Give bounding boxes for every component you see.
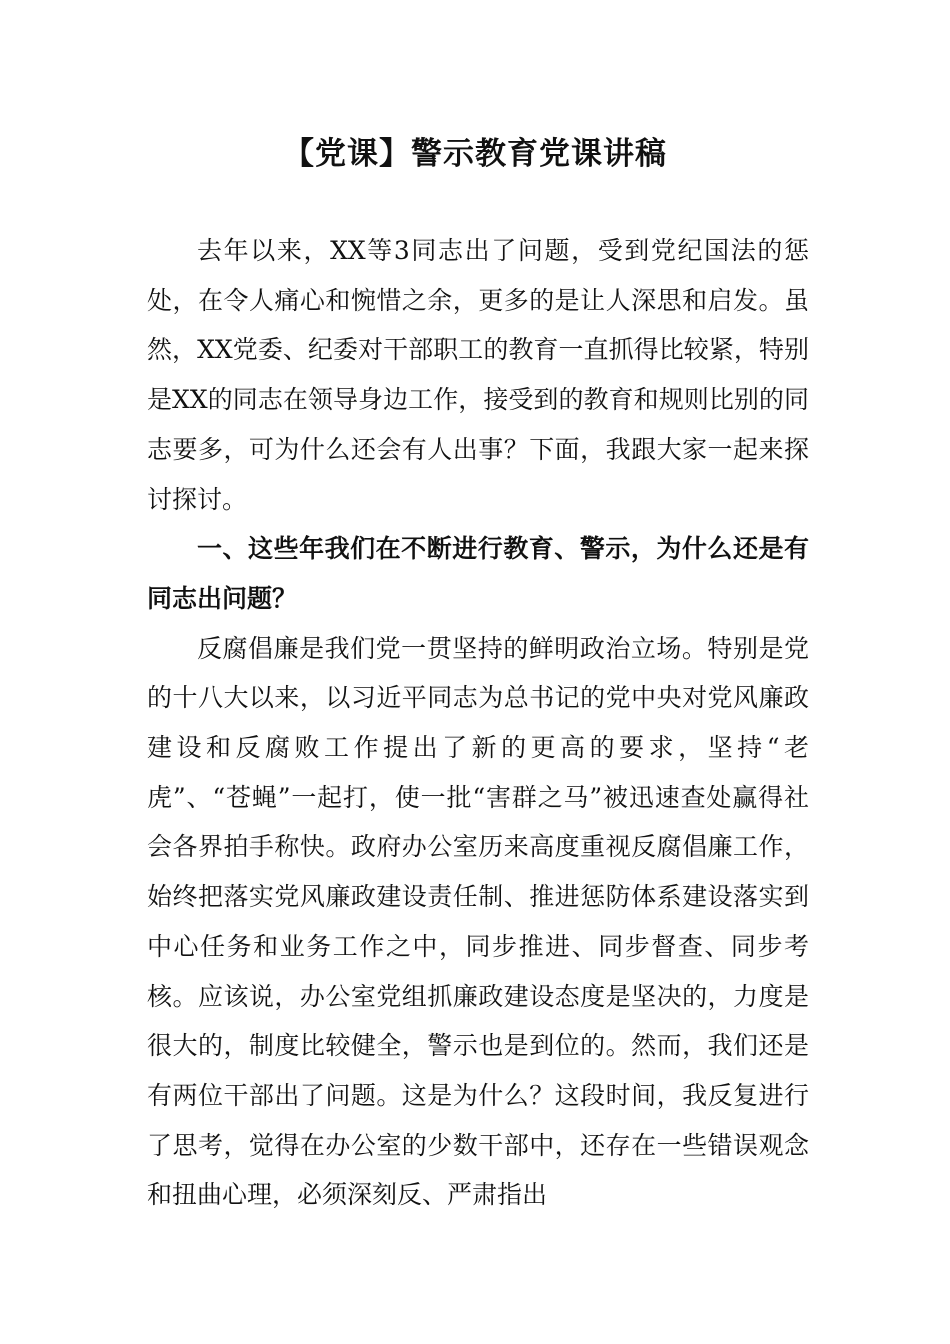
document-body <box>147 226 809 1220</box>
section-heading-1: 一、这些年我们在不断进行教育、警示，为什么还是有同志出问题？ <box>147 534 809 613</box>
paragraph-intro: 去年以来，XX等3同志出了问题，受到党纪国法的惩处，在令人痛心和惋惜之余，更多的是让人深思和启发。虽然，XX党委、纪委对干部职工的教育一直抓得比较紧，特别是XX的同志在领导身边工作，接受到的教育和规则比别的同志要多，可为什么还会有人出事？下面，我跟大家一起来探讨探讨。 <box>147 236 809 514</box>
paragraph-section-1: 反腐倡廉是我们党一贯坚持的鲜明政治立场。特别是党的十八大以来，以习近平同志为总书记的党中央对党风廉政建设和反腐败工作提出了新的更高的要求，坚持“老虎”、“苍蝇”一起打，使一批“害群之马”被迅速查处赢得社会各界拍手称快。政府办公室历来高度重视反腐倡廉工作，始终把落实党风廉政建设责任制、推进惩防体系建设落实到中心任务和业务工作之中，同步推进、同步督查、同步考核。应该说，办公室党组抓廉政建设态度是坚决的，力度是很大的，制度比较健全，警示也是到位的。然而，我们还是有两位干部出了问题。这是为什么？这段时间，我反复进行了思考，觉得在办公室的少数干部中，还存在一些错误观念和扭曲心理，必须深刻反、严肃指出 <box>147 633 809 1210</box>
document-title: 【党课】警示教育党课讲稿 <box>283 136 667 172</box>
